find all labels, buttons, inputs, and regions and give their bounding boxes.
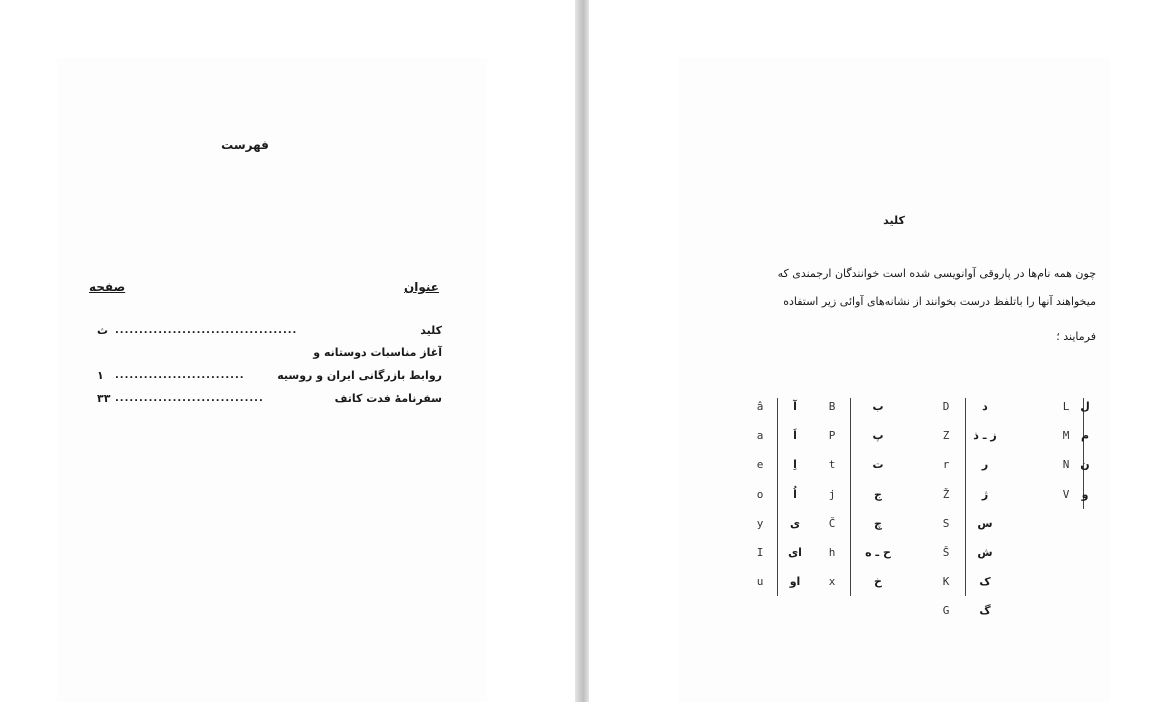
key-latin-symbol: e — [756, 458, 764, 472]
key-persian-letter: س — [977, 516, 993, 530]
key-latin-symbol: x — [828, 575, 836, 589]
toc-entry-title: روابط بازرگانی ایران و روسیه — [277, 369, 442, 382]
toc-row — [97, 324, 442, 340]
toc-entry-page: ث — [97, 324, 109, 337]
key-latin-symbol: K — [942, 575, 950, 589]
key-persian-letter: م — [1080, 429, 1090, 443]
key-latin-symbol: j — [828, 487, 836, 501]
key-latin-symbol: Č — [828, 516, 836, 530]
key-latin-symbol: B — [828, 400, 836, 413]
key-latin-symbol: Ž — [942, 487, 950, 501]
toc-leader: ........................... — [115, 370, 245, 381]
key-column-rule — [965, 398, 966, 596]
key-latin-symbol: P — [828, 429, 836, 443]
key-persian-letter: ش — [977, 546, 993, 559]
key-title: کلید — [883, 214, 905, 227]
key-paragraph-line: چون همه نام‌ها در پاروقی آوانویسی شده است خوانندگان ارجمندی که — [777, 267, 1096, 280]
key-latin-symbol: r — [942, 458, 950, 472]
toc-entry-page: ۳۳ — [97, 392, 111, 405]
key-latin-symbol: S — [942, 516, 950, 530]
toc-header-page: صفحه — [89, 280, 126, 294]
toc-row — [97, 346, 442, 362]
key-latin-symbol: o — [756, 487, 764, 501]
toc-entry-page: ۱ — [97, 369, 104, 382]
key-persian-letter: ای — [788, 546, 802, 559]
key-persian-letter: آ — [793, 400, 797, 413]
key-paragraph-line: میخواهند آنها را باتلفظ درست بخوانند از نشانه‌های آوائی زیر استفاده — [783, 295, 1096, 308]
key-latin-symbol: M — [1062, 429, 1070, 443]
key-persian-letter: ح ـ ه — [865, 546, 891, 559]
key-persian-letter: پ — [872, 429, 884, 443]
toc-entry-title: آغاز مناسبات دوستانه و — [313, 346, 442, 359]
key-latin-symbol: V — [1062, 487, 1070, 501]
key-latin-symbol: a — [756, 429, 764, 443]
key-latin-symbol: h — [828, 546, 836, 559]
key-latin-symbol: I — [756, 546, 764, 559]
key-persian-letter: ژ — [981, 487, 989, 501]
key-persian-letter: ت — [872, 458, 884, 472]
page-divider — [575, 0, 589, 702]
toc-leader: ............................... — [115, 393, 264, 404]
key-persian-letter: ل — [1080, 400, 1090, 413]
toc-header-title: عنوان — [404, 280, 439, 294]
key-persian-letter: اُ — [793, 487, 797, 501]
toc-entry-title: سفرنامهٔ فدت کاتف — [334, 392, 442, 405]
right-page — [678, 58, 1110, 702]
key-paragraph-line: فرمایند ؛ — [1056, 330, 1096, 343]
key-persian-letter: اِ — [793, 458, 797, 472]
toc-entry-title: کلید — [420, 324, 442, 337]
key-persian-letter: د — [982, 400, 988, 413]
key-latin-symbol: t — [828, 458, 836, 472]
key-column-rule — [850, 398, 851, 596]
key-persian-letter: ز ـ ذ — [973, 429, 997, 443]
key-latin-symbol: L — [1062, 400, 1070, 413]
key-latin-symbol: Š — [942, 546, 950, 559]
key-latin-symbol: â — [756, 400, 764, 413]
key-persian-letter: ن — [1080, 458, 1090, 472]
key-persian-letter: چ — [874, 516, 882, 530]
left-page — [57, 58, 487, 702]
key-persian-letter: ی — [789, 516, 801, 530]
key-latin-symbol: u — [756, 575, 764, 589]
key-persian-letter: اَ — [793, 429, 797, 443]
key-persian-letter: ر — [981, 458, 989, 472]
key-persian-letter: گ — [979, 604, 991, 618]
key-latin-symbol: N — [1062, 458, 1070, 472]
toc-row — [97, 369, 442, 385]
key-latin-symbol: y — [756, 516, 764, 530]
key-persian-letter: ج — [874, 487, 882, 501]
key-persian-letter: ب — [872, 400, 884, 413]
toc-leader: ...................................... — [115, 325, 298, 336]
key-latin-symbol: G — [942, 604, 950, 618]
key-persian-letter: او — [789, 575, 801, 589]
toc-row — [97, 392, 442, 408]
key-persian-letter: خ — [874, 575, 882, 589]
key-latin-symbol: Z — [942, 429, 950, 443]
key-latin-symbol: D — [942, 400, 950, 413]
key-persian-letter: ک — [979, 575, 991, 589]
key-persian-letter: و — [1081, 487, 1089, 501]
toc-title: فهرست — [221, 138, 269, 152]
